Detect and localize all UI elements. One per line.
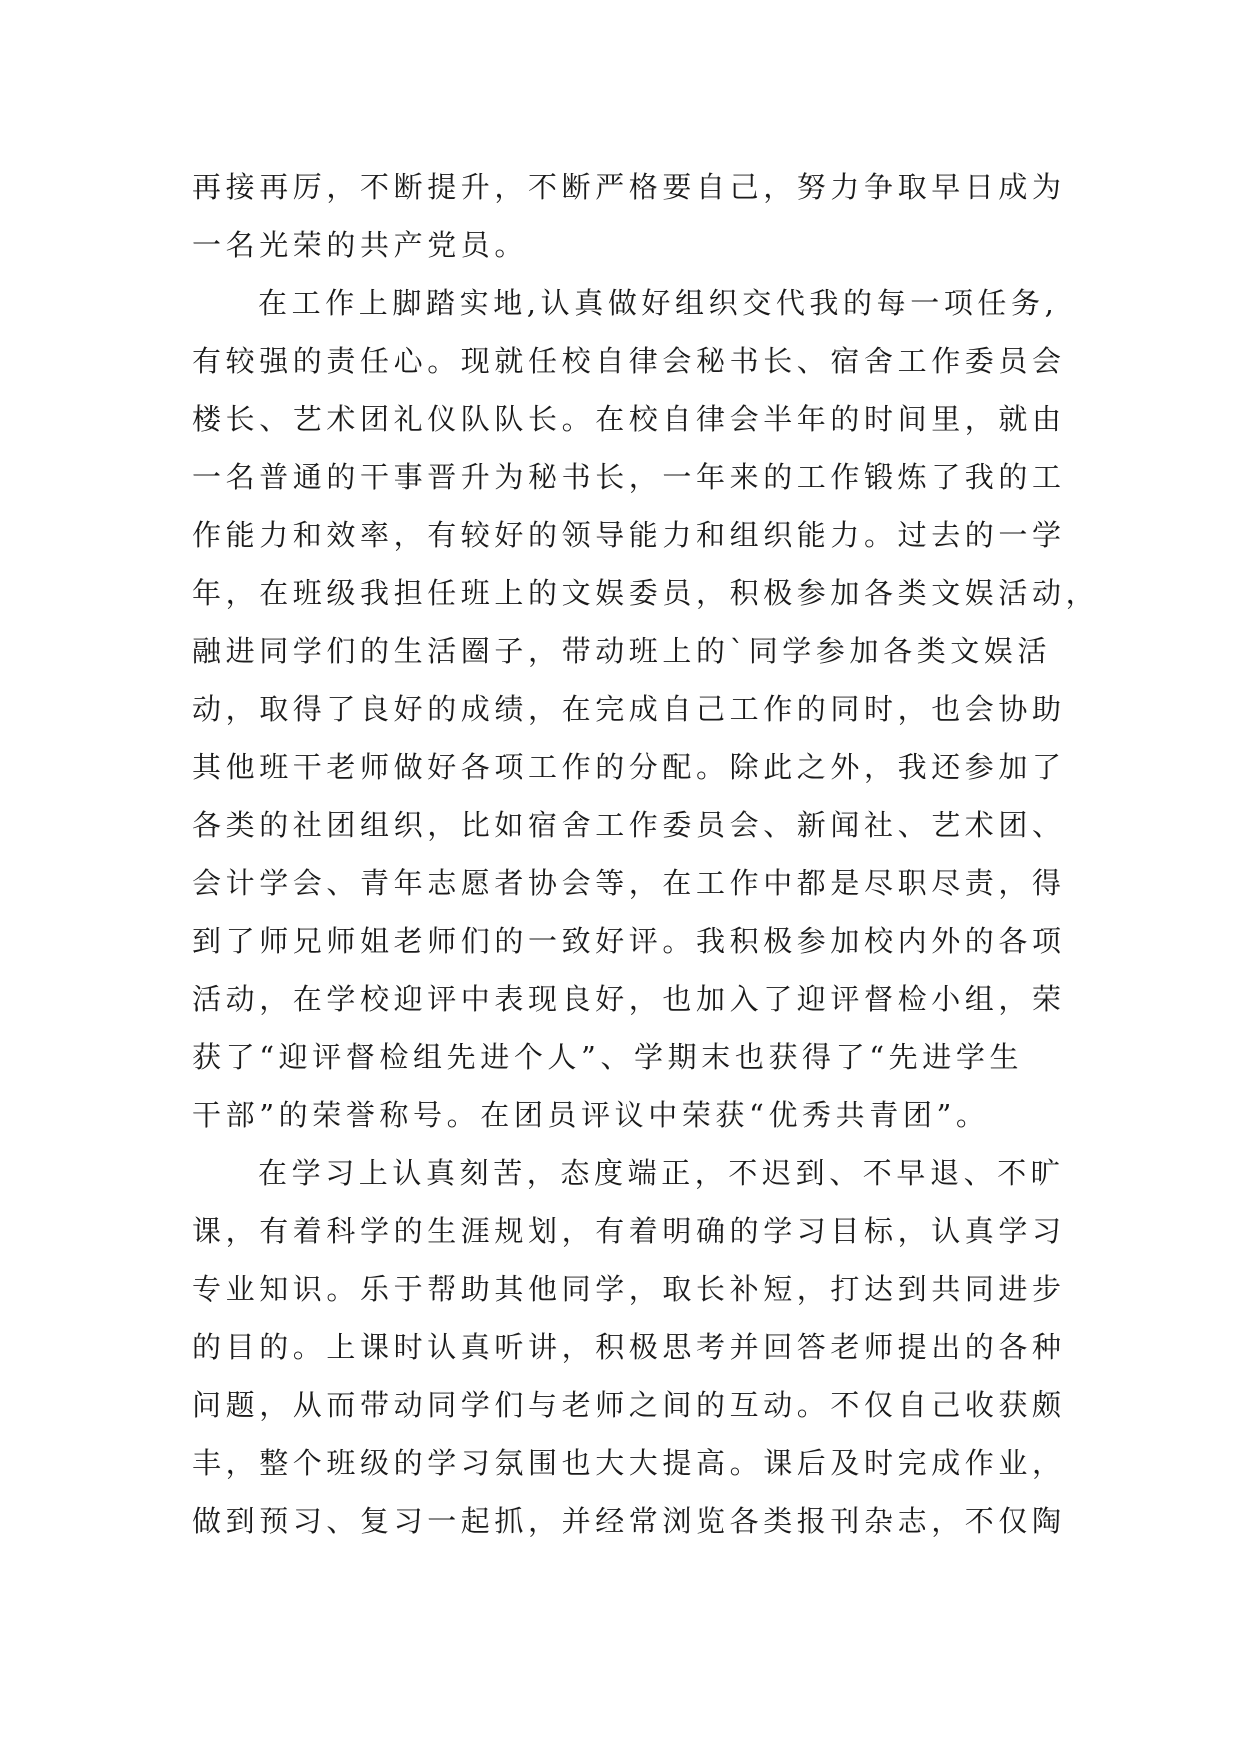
text-line: 会计学会、青年志愿者协会等，在工作中都是尽职尽责，得 [192,866,1066,900]
text-line: 专业知识。乐于帮助其他同学，取长补短，打达到共同进步 [192,1272,1066,1306]
text-line: 获了“迎评督检组先进个人”、学期末也获得了“先进学生 [192,1040,1024,1074]
text-line: 做到预习、复习一起抓，并经常浏览各类报刊杂志，不仅陶 [192,1504,1066,1538]
text-line: 一名普通的干事晋升为秘书长，一年来的工作锻炼了我的工 [192,460,1066,494]
text-line: 一名光荣的共产党员。 [192,228,529,262]
text-line: 作能力和效率，有较好的领导能力和组织能力。过去的一学 [192,518,1066,552]
text-line: 其他班干老师做好各项工作的分配。除此之外，我还参加了 [192,750,1066,784]
text-line: 问题，从而带动同学们与老师之间的互动。不仅自己收获颇 [192,1388,1066,1422]
text-line: 课，有着科学的生涯规划，有着明确的学习目标，认真学习 [192,1214,1066,1248]
text-line: 融进同学们的生活圈子，带动班上的`同学参加各类文娱活 [192,634,1052,668]
text-line: 在学习上认真刻苦，态度端正，不迟到、不早退、不旷 [258,1156,1065,1190]
text-line: 年，在班级我担任班上的文娱委员，积极参加各类文娱活动， [192,576,1100,610]
text-line: 干部”的荣誉称号。在团员评议中荣获“优秀共青团”。 [192,1098,990,1132]
text-line: 活动，在学校迎评中表现良好，也加入了迎评督检小组，荣 [192,982,1066,1016]
text-line: 到了师兄师姐老师们的一致好评。我积极参加校内外的各项 [192,924,1066,958]
text-line: 各类的社团组织，比如宿舍工作委员会、新闻社、艺术团、 [192,808,1066,842]
text-line: 再接再厉，不断提升，不断严格要自己，努力争取早日成为 [192,170,1066,204]
text-line: 在工作上脚踏实地,认真做好组织交代我的每一项任务, [258,286,1059,320]
text-line: 楼长、艺术团礼仪队队长。在校自律会半年的时间里，就由 [192,402,1066,436]
text-line: 的目的。上课时认真听讲，积极思考并回答老师提出的各种 [192,1330,1066,1364]
document-body [192,158,1100,1550]
text-line: 丰，整个班级的学习氛围也大大提高。课后及时完成作业， [192,1446,1066,1480]
text-line: 动，取得了良好的成绩，在完成自己工作的同时，也会协助 [192,692,1066,726]
text-line: 有较强的责任心。现就任校自律会秘书长、宿舍工作委员会 [192,344,1066,378]
